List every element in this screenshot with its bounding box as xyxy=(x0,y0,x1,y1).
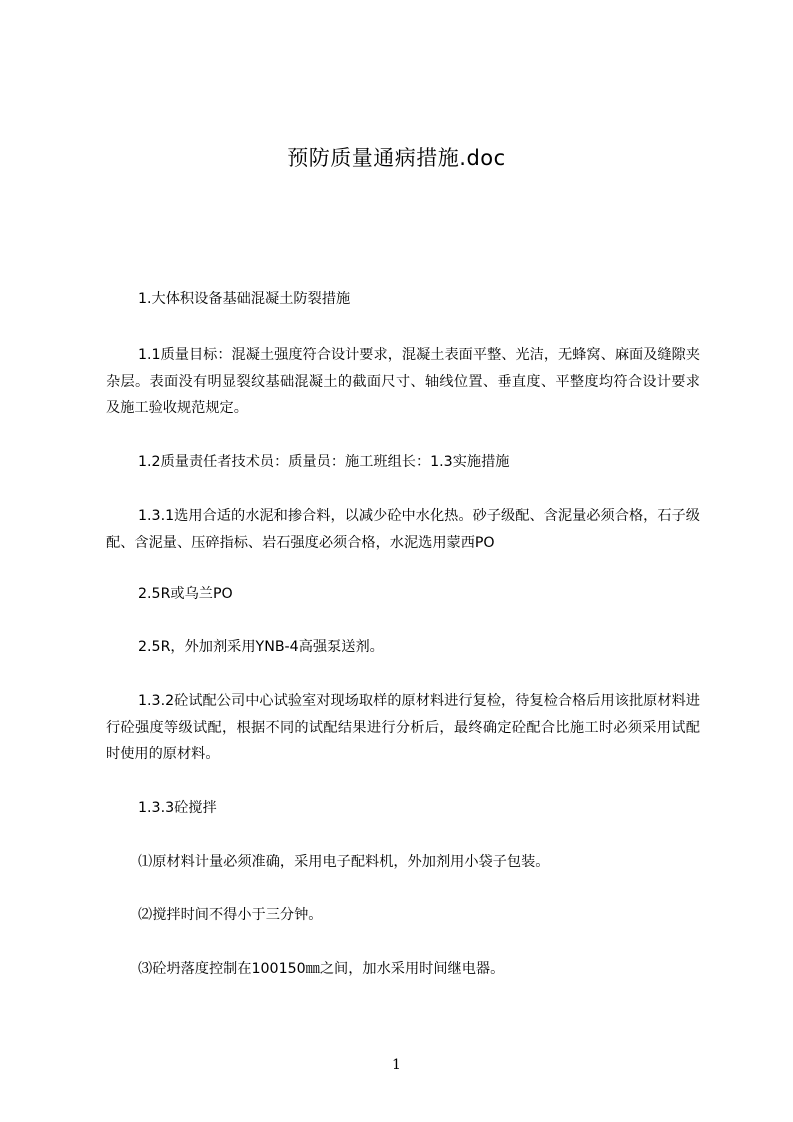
paragraph-cement-selection: 1.3.1选用合适的水泥和掺合料，以减少砼中水化热。砂子级配、含泥量必须合格，石子级配、含泥量、压碎指标、岩石强度必须合格，水泥选用蒙西PO xyxy=(106,508,700,551)
page-number: 1 xyxy=(392,1057,401,1073)
paragraph-quality-goal: 1.1质量目标：混凝土强度符合设计要求，混凝土表面平整、光洁，无蜂窝、麻面及缝隙夹杂层。表面没有明显裂纹基础混凝土的截面尺寸、轴线位置、垂直度、平整度均符合设计要求及施工验收规范规定。 xyxy=(106,347,700,416)
paragraph-mixing-item-3: ⑶砼坍落度控制在100150㎜之间，加水采用时间继电器。 xyxy=(138,961,505,977)
paragraph-mixing-item-1: ⑴原材料计量必须准确，采用电子配料机，外加剂用小袋子包装。 xyxy=(138,854,550,870)
document-title: 预防质量通病措施.doc xyxy=(287,146,506,170)
paragraph-cement-grade-1: 2.5R或乌兰PO xyxy=(138,586,233,602)
paragraph-cement-grade-2: 2.5R，外加剂采用YNB-4高强泵送剂。 xyxy=(138,639,384,655)
paragraph-trial-mix: 1.3.2砼试配公司中心试验室对现场取样的原材料进行复检，待复检合格后用该批原材料进行砼强度等级试配，根据不同的试配结果进行分析后，最终确定砼配合比施工时必须采用试配时使用的原材料。 xyxy=(106,693,700,762)
paragraph-mixing-item-2: ⑵搅拌时间不得小于三分钟。 xyxy=(138,907,323,923)
paragraph-mixing-heading: 1.3.3砼搅拌 xyxy=(138,800,217,816)
paragraph-responsible-persons: 1.2质量责任者技术员：质量员：施工班组长：1.3实施措施 xyxy=(138,454,510,470)
paragraph-section-heading: 1.大体积设备基础混凝土防裂措施 xyxy=(138,291,351,307)
